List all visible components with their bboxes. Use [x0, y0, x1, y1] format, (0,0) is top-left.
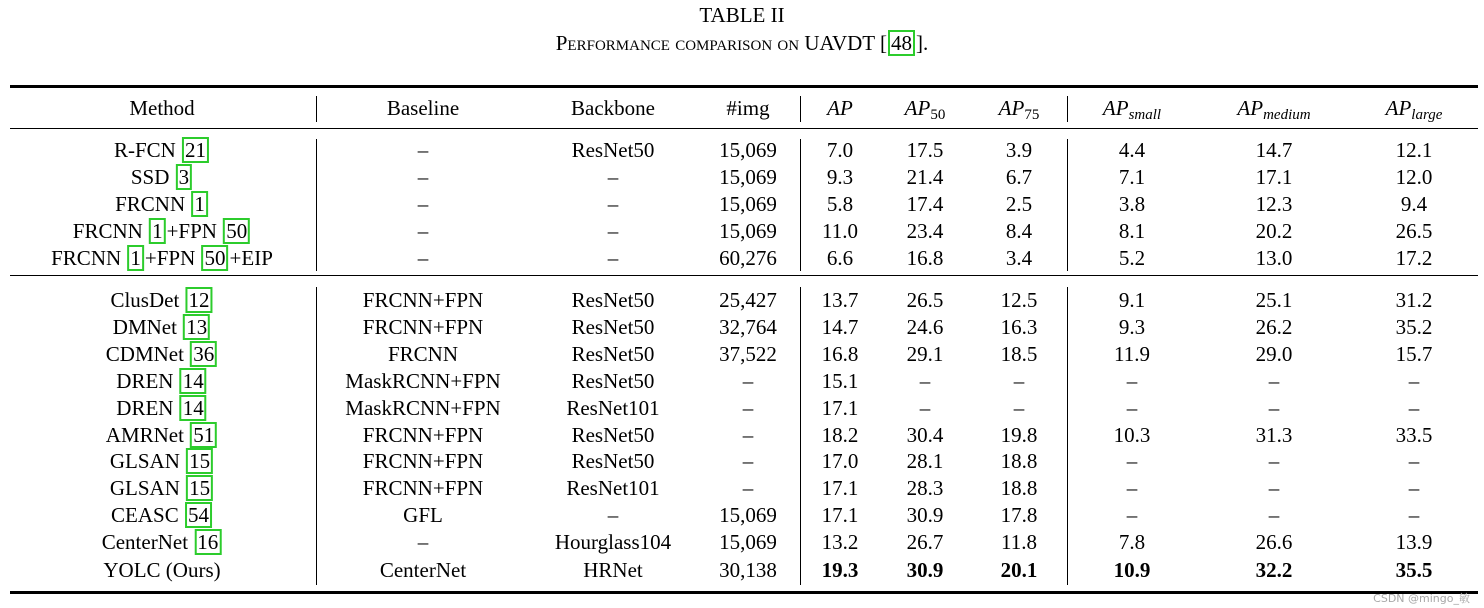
vrule-ap75 [1067, 96, 1068, 122]
ap50-cell: 21.4 [906, 165, 944, 189]
method-cell [110, 475, 214, 501]
ap75-cell: 3.9 [1005, 138, 1033, 162]
ap50-cell: 30.4 [906, 422, 944, 447]
method-cell [115, 191, 209, 217]
img-cell: – [742, 449, 754, 474]
ap-cell: 19.3 [821, 558, 859, 582]
vrule-ap75-g2 [1067, 287, 1068, 585]
vrule-method [316, 96, 317, 122]
backbone-cell: ResNet50 [571, 341, 655, 366]
baseline-cell: FRCNN+FPN [362, 288, 484, 312]
img-cell: 15,069 [719, 530, 777, 555]
method-cell [102, 529, 223, 555]
ap50-cell: 29.1 [906, 341, 944, 366]
ap50-cell: 23.4 [906, 219, 944, 243]
ap-large-cell: 26.5 [1395, 219, 1433, 243]
baseline-cell: – [417, 530, 429, 555]
baseline-cell: FRCNN+FPN [362, 449, 484, 474]
baseline-cell: – [417, 138, 429, 162]
ap-small-cell: 4.4 [1118, 138, 1146, 162]
citation-link[interactable]: 14 [180, 395, 207, 421]
ap-large-cell: 35.5 [1395, 558, 1433, 582]
img-cell: – [742, 395, 754, 420]
citation-link[interactable]: 15 [186, 475, 213, 501]
method-suffix-2: +EIP [229, 246, 273, 270]
ap-medium-cell: 32.2 [1255, 558, 1293, 582]
ap-large-cell: 9.4 [1400, 192, 1428, 216]
img-cell: 15,069 [719, 192, 777, 216]
backbone-cell: – [607, 165, 619, 189]
baseline-cell: CenterNet [379, 558, 467, 582]
col-ap-medium [1237, 95, 1310, 128]
ap-cell: 11.0 [822, 219, 858, 243]
backbone-cell: – [607, 192, 619, 216]
ap75-cell: 12.5 [1000, 288, 1038, 312]
ap-small-cell: – [1126, 368, 1138, 393]
method-suffix: +FPN [144, 246, 196, 270]
ap50-cell: 30.9 [906, 503, 944, 528]
header-rule [10, 128, 1478, 129]
citation-link[interactable]: 48 [888, 30, 915, 56]
ap50-cell: 17.4 [906, 192, 944, 216]
col-ap: AP [827, 96, 853, 120]
img-cell: 32,764 [719, 314, 777, 339]
group-rule [10, 275, 1478, 276]
ap50-cell: 17.5 [906, 138, 944, 162]
method-cell [111, 502, 213, 528]
backbone-cell: ResNet50 [571, 138, 655, 162]
baseline-cell: FRCNN [387, 341, 459, 366]
ap50-cell: 26.7 [906, 530, 944, 555]
method-cell [131, 164, 193, 190]
img-cell: – [742, 368, 754, 393]
ap75-cell: 2.5 [1005, 192, 1033, 216]
ap75-cell: 3.4 [1005, 246, 1033, 270]
img-cell: – [742, 422, 754, 447]
watermark: CSDN @mingo_敏 [1373, 592, 1470, 605]
citation-link[interactable]: 50 [202, 245, 229, 271]
ap-medium-cell: 20.2 [1255, 219, 1293, 243]
ap-medium-cell: 25.1 [1255, 288, 1293, 312]
citation-link[interactable]: 14 [180, 368, 207, 394]
ap-medium-cell: 29.0 [1255, 341, 1293, 366]
ap-medium-cell: 17.1 [1255, 165, 1293, 189]
ap-cell: 15.1 [821, 368, 859, 393]
ap-cell: 17.1 [821, 476, 859, 501]
ap-small-cell: 7.8 [1118, 530, 1146, 555]
ap-cell: 17.1 [821, 395, 859, 420]
img-cell: 25,427 [719, 288, 777, 312]
baseline-cell: MaskRCNN+FPN [345, 395, 501, 420]
backbone-cell: ResNet50 [571, 449, 655, 474]
col-ap75-label: AP [998, 96, 1025, 120]
ap-large-cell: 33.5 [1395, 422, 1433, 447]
citation-link[interactable]: 36 [190, 341, 217, 367]
table-title [0, 30, 1484, 56]
citation-link[interactable]: 50 [223, 218, 250, 244]
method-cell [51, 245, 273, 271]
backbone-cell: ResNet101 [566, 395, 660, 420]
col-img: #img [726, 96, 770, 120]
img-cell: 15,069 [719, 219, 777, 243]
citation-link[interactable]: 13 [183, 314, 210, 340]
method-cell [116, 368, 207, 394]
backbone-cell: ResNet50 [571, 314, 655, 339]
method-name: GLSAN [109, 449, 180, 474]
ap-cell: 17.1 [821, 503, 859, 528]
method-cell [110, 448, 214, 474]
ap-large-cell: – [1408, 368, 1420, 393]
vrule-ap75-g1 [1067, 139, 1068, 271]
baseline-cell: FRCNN+FPN [362, 476, 484, 501]
baseline-cell: FRCNN+FPN [362, 314, 484, 339]
img-cell: – [742, 476, 754, 501]
ap75-cell: 20.1 [1000, 558, 1038, 582]
ap-small-cell: 10.3 [1113, 422, 1151, 447]
method-cell [106, 422, 218, 448]
ap-medium-cell: – [1268, 449, 1280, 474]
ap75-cell: 18.8 [1000, 449, 1038, 474]
backbone-cell: ResNet50 [571, 288, 655, 312]
img-cell: 30,138 [719, 558, 777, 582]
col-ap50-sub: 50 [930, 107, 946, 123]
baseline-cell: – [417, 165, 429, 189]
vrule-img [800, 96, 801, 122]
ap-medium-cell: 26.6 [1255, 530, 1293, 555]
col-ap-large-label: AP [1385, 96, 1412, 120]
ap-medium-cell: – [1268, 476, 1280, 501]
ap75-cell: 18.5 [1000, 341, 1038, 366]
table-title-end: ]. [916, 31, 929, 55]
backbone-cell: ResNet50 [571, 422, 655, 447]
ap-cell: 17.0 [821, 449, 859, 474]
ap-small-cell: – [1126, 503, 1138, 528]
method-name: CEASC [111, 503, 179, 528]
img-cell: 60,276 [719, 246, 777, 270]
col-ap-small-label: AP [1102, 96, 1129, 120]
ap-small-cell: 5.2 [1118, 246, 1146, 270]
ap-large-cell: – [1408, 449, 1420, 474]
ap50-cell: 26.5 [906, 288, 944, 312]
method-cell [116, 395, 207, 421]
method-cell [113, 314, 211, 340]
ap-large-cell: – [1408, 503, 1420, 528]
img-cell: 15,069 [719, 503, 777, 528]
table-number: TABLE II [699, 3, 785, 27]
ap-large-cell: – [1408, 395, 1420, 420]
method-cell: YOLC (Ours) [103, 558, 221, 582]
backbone-cell: – [607, 503, 619, 528]
method-name: CDMNet [105, 341, 184, 366]
img-cell: 37,522 [719, 341, 777, 366]
ap-medium-cell: 31.3 [1255, 422, 1293, 447]
col-ap50 [905, 95, 946, 128]
ap-medium-cell: 14.7 [1255, 138, 1293, 162]
ap75-cell: 6.7 [1005, 165, 1033, 189]
col-ap-large [1386, 95, 1443, 128]
ap50-cell: 28.1 [906, 449, 944, 474]
method-name: FRCNN [51, 246, 122, 270]
method-name: DMNet [112, 314, 177, 339]
ap-medium-cell: – [1268, 503, 1280, 528]
ap50-cell: 24.6 [906, 314, 944, 339]
ap-cell: 18.2 [821, 422, 859, 447]
ap-small-cell: 10.9 [1113, 558, 1151, 582]
ap50-cell: – [919, 395, 931, 420]
baseline-cell: – [417, 219, 429, 243]
ap-small-cell: 11.9 [1114, 341, 1150, 366]
citation-link[interactable]: 1 [191, 191, 208, 217]
ap-small-cell: – [1126, 476, 1138, 501]
img-cell: 15,069 [719, 165, 777, 189]
citation-link[interactable]: 15 [186, 448, 213, 474]
bottom-rule [10, 591, 1478, 594]
col-backbone: Backbone [571, 96, 655, 120]
col-method: Method [129, 96, 195, 120]
ap-small-cell: 8.1 [1118, 219, 1146, 243]
baseline-cell: GFL [403, 503, 443, 528]
vrule-img-g1 [800, 139, 801, 271]
citation-link[interactable]: 12 [186, 287, 213, 313]
ap-medium-cell: 13.0 [1255, 246, 1293, 270]
col-ap-small-sub: small [1128, 107, 1162, 123]
col-ap75 [999, 95, 1040, 128]
ap-large-cell: 12.0 [1395, 165, 1433, 189]
method-name: DREN [116, 395, 174, 420]
backbone-cell: ResNet101 [566, 476, 660, 501]
col-ap-medium-sub: medium [1263, 107, 1311, 123]
col-ap50-label: AP [904, 96, 931, 120]
ap-cell: 7.0 [826, 138, 854, 162]
method-cell [73, 218, 251, 244]
method-name: ClusDet [110, 288, 180, 312]
col-ap-large-sub: large [1411, 107, 1443, 123]
citation-link[interactable]: 1 [127, 245, 144, 271]
ap-large-cell: – [1408, 476, 1420, 501]
ap-small-cell: 9.3 [1118, 314, 1146, 339]
baseline-cell: – [417, 192, 429, 216]
ap-small-cell: 7.1 [1118, 165, 1146, 189]
backbone-cell: – [607, 219, 619, 243]
ap-cell: 16.8 [821, 341, 859, 366]
ap-medium-cell: – [1268, 395, 1280, 420]
ap-small-cell: 3.8 [1118, 192, 1146, 216]
col-baseline: Baseline [386, 96, 460, 120]
citation-link[interactable]: 1 [149, 218, 166, 244]
ap75-cell: 17.8 [1000, 503, 1038, 528]
method-cell [110, 287, 213, 313]
citation-link[interactable]: 51 [190, 422, 217, 448]
citation-link[interactable]: 3 [176, 164, 193, 190]
ap-small-cell: – [1126, 395, 1138, 420]
img-cell: 15,069 [719, 138, 777, 162]
method-name: FRCNN [72, 219, 143, 243]
backbone-cell: Hourglass104 [554, 530, 672, 555]
ap75-cell: – [1013, 395, 1025, 420]
ap-cell: 9.3 [826, 165, 854, 189]
ap50-cell: 28.3 [906, 476, 944, 501]
method-name: CenterNet [101, 530, 189, 555]
baseline-cell: MaskRCNN+FPN [345, 368, 501, 393]
ap75-cell: 16.3 [1000, 314, 1038, 339]
ap-large-cell: 15.7 [1395, 341, 1433, 366]
ap-cell: 5.8 [826, 192, 854, 216]
ap-cell: 13.7 [821, 288, 859, 312]
method-cell [106, 341, 218, 367]
method-cell [114, 137, 210, 163]
method-suffix: +FPN [166, 219, 217, 243]
backbone-cell: HRNet [583, 558, 643, 582]
ap75-cell: 11.8 [1001, 530, 1037, 555]
ap50-cell: – [919, 368, 931, 393]
ap-small-cell: – [1126, 449, 1138, 474]
ap-medium-cell: 26.2 [1255, 314, 1293, 339]
ap75-cell: 19.8 [1000, 422, 1038, 447]
ap75-cell: 18.8 [1000, 476, 1038, 501]
ap-cell: 6.6 [826, 246, 854, 270]
citation-link[interactable]: 16 [194, 529, 221, 555]
method-name: R-FCN [113, 138, 176, 162]
col-ap75-sub: 75 [1024, 107, 1040, 123]
baseline-cell: – [417, 246, 429, 270]
ap75-cell: 8.4 [1005, 219, 1033, 243]
ap-medium-cell: 12.3 [1255, 192, 1293, 216]
vrule-method-g2 [316, 287, 317, 585]
ap-large-cell: 13.9 [1395, 530, 1433, 555]
ap75-cell: – [1013, 368, 1025, 393]
baseline-cell: FRCNN+FPN [362, 422, 484, 447]
backbone-cell: – [607, 246, 619, 270]
citation-link[interactable]: 21 [182, 137, 209, 163]
ap-large-cell: 17.2 [1395, 246, 1433, 270]
col-ap-small [1103, 95, 1161, 128]
vrule-method-g1 [316, 139, 317, 271]
vrule-img-g2 [800, 287, 801, 585]
ap-cell: 13.2 [821, 530, 859, 555]
ap-medium-cell: – [1268, 368, 1280, 393]
ap-cell: 14.7 [821, 314, 859, 339]
ap50-cell: 16.8 [906, 246, 944, 270]
method-name: GLSAN [109, 476, 180, 501]
col-ap-medium-label: AP [1237, 96, 1264, 120]
backbone-cell: ResNet50 [571, 368, 655, 393]
method-name: SSD [130, 165, 170, 189]
method-name: DREN [116, 368, 174, 393]
top-rule [10, 85, 1478, 88]
method-name: AMRNet [105, 422, 184, 447]
ap-large-cell: 31.2 [1395, 288, 1433, 312]
ap-large-cell: 12.1 [1395, 138, 1433, 162]
citation-link[interactable]: 54 [185, 502, 212, 528]
method-name: FRCNN [115, 192, 186, 216]
ap-small-cell: 9.1 [1118, 288, 1146, 312]
table-title-text: Performance comparison on UAVDT [ [555, 31, 887, 55]
ap50-cell: 30.9 [906, 558, 944, 582]
ap-large-cell: 35.2 [1395, 314, 1433, 339]
